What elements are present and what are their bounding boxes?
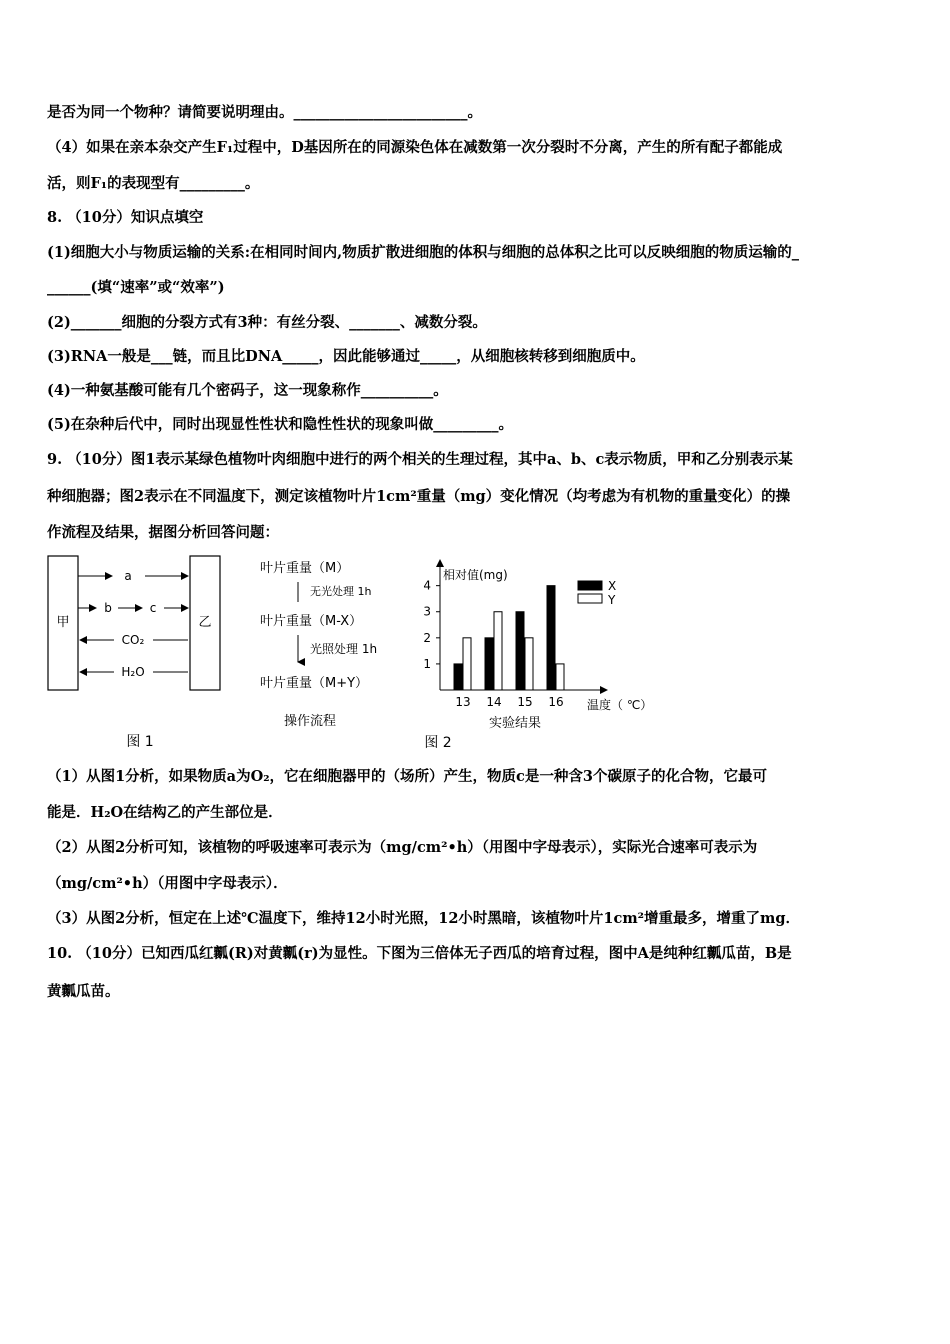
line-11: 9. （10分）图1表示某绿色植物叶肉细胞中进行的两个相关的生理过程，其中a、b、c表示物质，甲和乙分别表示某 xyxy=(47,451,793,468)
flow-caption: 操作流程 xyxy=(283,714,337,729)
line-1: 是否为同一个物种？请简要说明理由。________________________。 xyxy=(47,104,482,121)
label-h2o: H₂O xyxy=(121,665,145,679)
y-tick-label: 2 xyxy=(423,630,431,645)
box-jia-label: 甲 xyxy=(56,615,70,630)
line-10: (5)在杂种后代中，同时出现显性性状和隐性性状的现象叫做_________。 xyxy=(47,416,514,433)
bar-chart xyxy=(415,555,665,755)
bar-y xyxy=(525,638,533,690)
y-axis-label: 相对值(mg) xyxy=(443,568,508,582)
label-co2: CO₂ xyxy=(121,633,145,647)
figure-1 xyxy=(40,548,240,758)
legend-y-label: Y xyxy=(608,593,616,607)
line-18: （3）从图2分析，恒定在上述℃温度下，维持12小时光照，12小时黑暗，该植物叶片1cm²增重最多，增重了mg． xyxy=(47,910,800,927)
line-6: ______(填“速率”或“效率”) xyxy=(47,279,225,296)
bar-y xyxy=(556,664,564,690)
y-tick-label: 1 xyxy=(423,656,431,671)
legend-x-swatch xyxy=(578,581,602,590)
line-2: （4）如果在亲本杂交产生F₁过程中，D基因所在的同源染色体在减数第一次分裂时不分离，产生的所有配子都能成 xyxy=(47,139,783,156)
flow-op-1: 无光处理 1h xyxy=(310,585,372,598)
figure-1-caption: 图 1 xyxy=(126,734,154,750)
flow-step-1: 叶片重量（M） xyxy=(260,561,350,576)
line-13: 作流程及结果，据图分析回答问题： xyxy=(47,524,279,541)
bar-x xyxy=(485,638,493,690)
line-5: (1)细胞大小与物质运输的关系:在相同时间内,物质扩散进细胞的体积与细胞的总体积之比可以反映细胞的物质运输的_ xyxy=(47,244,799,261)
line-17: （mg/cm²•h）（用图中字母表示）． xyxy=(47,875,288,892)
y-tick-label: 3 xyxy=(423,604,431,619)
bar-y xyxy=(494,612,502,690)
y-axis-arrow xyxy=(436,559,444,567)
figure-2-caption: 图 2 xyxy=(424,735,452,751)
bar-x xyxy=(547,586,555,690)
x-tick-label: 13 xyxy=(455,695,471,709)
bar-x xyxy=(454,664,462,690)
line-7: (2)_______细胞的分裂方式有3种：有丝分裂、_______、减数分裂。 xyxy=(47,314,487,331)
label-a: a xyxy=(124,569,132,583)
line-8: (3)RNA一般是___链，而且比DNA_____，因此能够通过_____，从细胞核转移到细胞质中。 xyxy=(47,348,645,365)
line-16: （2）从图2分析可知，该植物的呼吸速率可表示为（mg/cm²•h）（用图中字母表示），实际光合速率可表示为 xyxy=(47,839,758,856)
x-axis-arrow xyxy=(600,686,608,694)
y-tick-label: 4 xyxy=(423,578,431,593)
flow-op-2: 光照处理 1h xyxy=(310,642,378,656)
box-yi-label: 乙 xyxy=(198,615,212,630)
x-axis-label: 温度（ ℃） xyxy=(587,698,653,712)
line-3: 活，则F₁的表现型有_________。 xyxy=(47,175,260,192)
line-12: 种细胞器；图2表示在不同温度下，测定该植物叶片1cm²重量（mg）变化情况（均考虑为有机物的重量变化）的操 xyxy=(47,488,791,505)
line-15: 能是．H₂O在结构乙的产生部位是． xyxy=(47,804,283,821)
x-tick-label: 15 xyxy=(517,695,533,709)
line-14: （1）从图1分析，如果物质a为O₂，它在细胞器甲的（场所）产生，物质c是一种含3个碳原子的化合物，它最可 xyxy=(47,768,767,785)
legend-y-swatch xyxy=(578,594,602,603)
line-20: 黄瓤瓜苗。 xyxy=(47,983,120,1000)
label-c: c xyxy=(149,601,157,615)
flow-step-2: 叶片重量（M-X） xyxy=(260,614,363,629)
label-b: b xyxy=(104,601,112,615)
legend-x-label: X xyxy=(608,579,617,593)
bar-x xyxy=(516,612,524,690)
flow-step-3: 叶片重量（M+Y） xyxy=(260,676,369,691)
line-9: (4)一种氨基酸可能有几个密码子，这一现象称作__________。 xyxy=(47,382,448,399)
operation-flow xyxy=(255,552,415,737)
chart-title: 实验结果 xyxy=(488,716,542,731)
bar-y xyxy=(463,638,471,690)
line-4: 8. （10分）知识点填空 xyxy=(47,209,204,226)
x-tick-label: 16 xyxy=(548,695,564,709)
line-19: 10. （10分）已知西瓜红瓤(R)对黄瓤(r)为显性。下图为三倍体无子西瓜的培育过程，图中A是纯种红瓤瓜苗，B是 xyxy=(47,945,792,962)
x-tick-label: 14 xyxy=(486,695,502,709)
